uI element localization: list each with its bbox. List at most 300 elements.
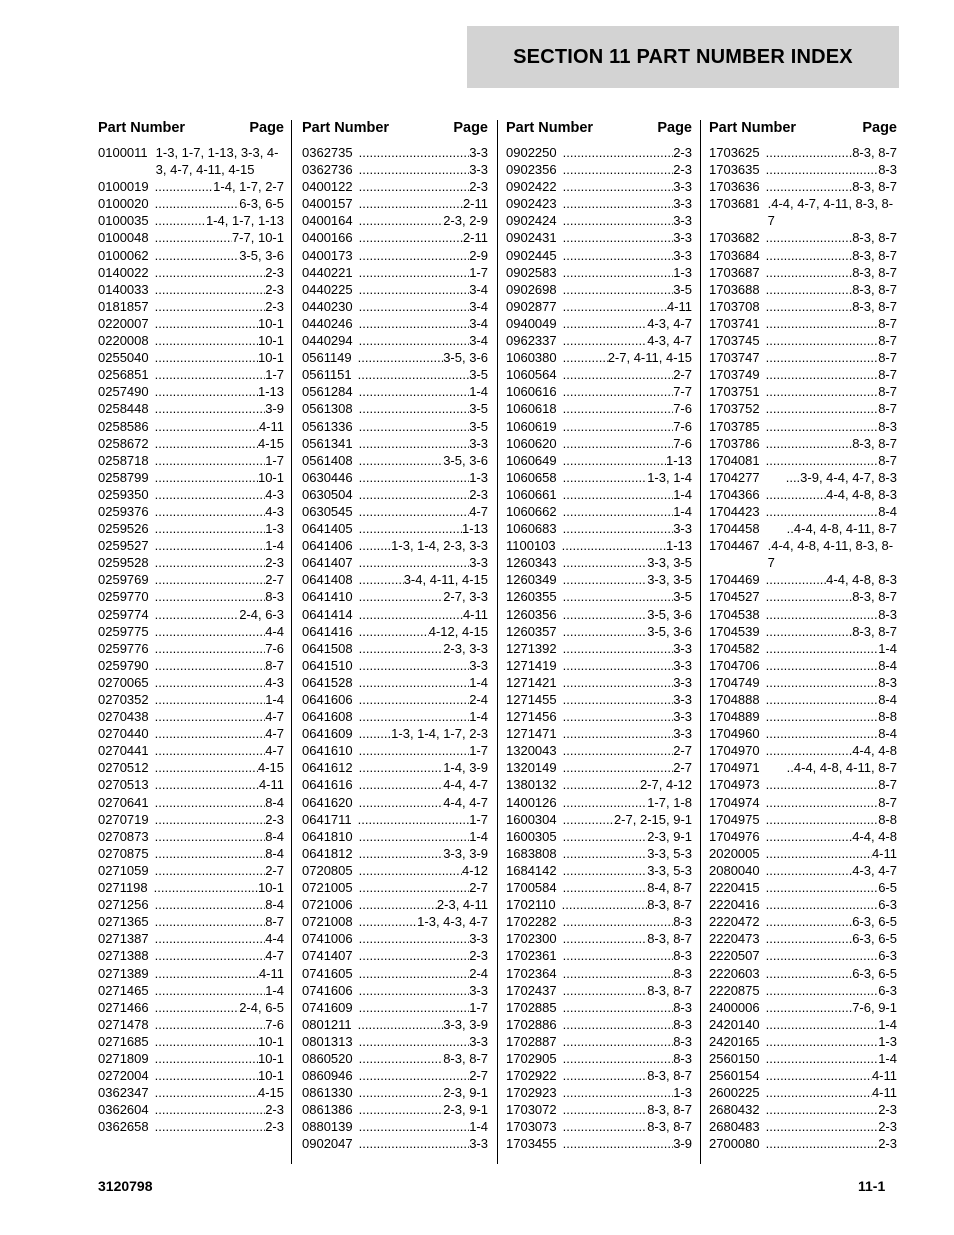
page-refs	[353, 383, 488, 400]
page-refs-text: 8-3, 8-7	[647, 897, 692, 913]
dot-leader	[155, 640, 266, 657]
page-refs	[353, 965, 488, 982]
page-refs-text: 2-3, 4-11	[436, 897, 488, 913]
page-refs-text: 8-4	[265, 828, 284, 844]
part-number: 0902356	[506, 162, 557, 178]
page-refs	[149, 264, 284, 281]
part-number: 0861386	[302, 1102, 353, 1118]
page-refs	[557, 298, 692, 315]
page-refs	[557, 281, 692, 298]
page-refs	[557, 469, 692, 486]
index-entry	[709, 759, 897, 776]
page-refs-text: 3-3	[469, 982, 488, 998]
dot-leader	[155, 862, 266, 879]
page-refs-text: 6-3, 6-5	[852, 965, 897, 981]
index-entry	[302, 161, 488, 178]
page-refs-text: 8-3, 8-7	[852, 247, 897, 263]
part-number: 0271478	[98, 1016, 149, 1032]
page-refs-text: 2-3	[265, 1119, 284, 1135]
dot-leader	[155, 435, 258, 452]
part-number: 0880139	[302, 1119, 353, 1135]
index-entry	[302, 982, 488, 999]
dot-leader	[155, 691, 266, 708]
part-number: 0741606	[302, 982, 353, 998]
part-number: 0259527	[98, 538, 149, 554]
page-refs	[557, 1033, 692, 1050]
dot-leader	[359, 418, 470, 435]
page-refs-text: 4-4, 4-7	[443, 794, 488, 810]
page-refs	[760, 742, 897, 759]
page-refs-text: 2-11	[462, 230, 488, 246]
page-refs	[557, 1084, 692, 1101]
page-refs	[557, 879, 692, 896]
page-refs	[149, 400, 284, 417]
page-refs-text: 1-4, 1-7, 2-7	[213, 179, 284, 195]
index-entry	[98, 520, 284, 537]
part-number: 1683808	[506, 845, 557, 861]
page-refs-text: 1-3	[469, 469, 488, 485]
index-entry	[709, 1067, 897, 1084]
dot-leader	[766, 1033, 879, 1050]
index-entry	[98, 469, 284, 486]
index-entry	[709, 640, 897, 657]
dot-leader	[563, 1135, 674, 1152]
page-refs-text: 8-3	[878, 418, 897, 434]
part-number: 0272004	[98, 1068, 149, 1084]
part-number-heading: Part Number	[709, 120, 797, 136]
index-entry	[98, 606, 284, 623]
column-header	[302, 120, 488, 144]
dot-leader	[155, 212, 206, 229]
page-refs	[760, 366, 897, 383]
dot-leader	[154, 879, 258, 896]
page-refs-text: 2-4	[469, 692, 488, 707]
page-refs	[353, 486, 488, 503]
page-refs	[557, 144, 692, 161]
part-number: 1704469	[709, 572, 760, 588]
page-refs	[149, 383, 284, 400]
part-number: 1703625	[709, 145, 760, 160]
index-column-4	[709, 120, 897, 1153]
page-refs-text: 1-4	[878, 1016, 897, 1032]
index-entry	[302, 229, 488, 246]
part-number: 1703741	[709, 315, 760, 331]
part-number: 0258718	[98, 452, 149, 468]
part-number: 0630504	[302, 486, 353, 502]
page-refs	[760, 1016, 897, 1033]
page-refs	[149, 418, 284, 435]
page-refs	[353, 640, 488, 657]
page-refs	[149, 1016, 284, 1033]
part-number: 0270875	[98, 845, 149, 861]
dot-leader	[359, 845, 444, 862]
index-entry	[506, 281, 692, 298]
index-entry	[506, 691, 692, 708]
index-entry	[506, 776, 692, 793]
part-number: 0861330	[302, 1085, 353, 1101]
page-refs-text: 1-3, 1-7, 1-13, 3-3, 4-3, 4-7, 4-11, 4-15	[155, 145, 279, 178]
page-refs	[557, 913, 692, 930]
dot-leader	[359, 537, 392, 554]
page-refs	[557, 1050, 692, 1067]
page-refs	[760, 195, 897, 229]
part-number: 0721006	[302, 897, 353, 913]
dot-leader	[359, 571, 404, 588]
index-entry	[506, 298, 692, 315]
page-refs	[760, 759, 897, 776]
index-entry	[506, 366, 692, 383]
index-entry	[98, 691, 284, 708]
index-entry	[709, 623, 897, 640]
page-refs	[149, 349, 284, 366]
page-refs-text: 1-4	[469, 709, 488, 725]
index-entry	[98, 400, 284, 417]
page-refs-text: 3-3	[469, 1033, 488, 1049]
dot-leader	[563, 332, 648, 349]
dot-leader	[155, 930, 266, 947]
index-entry	[302, 264, 488, 281]
index-entry	[506, 178, 692, 195]
page-refs	[557, 965, 692, 982]
index-entry	[709, 366, 897, 383]
part-number: 1704971	[709, 760, 760, 776]
page-refs-text: 8-7	[878, 384, 897, 400]
page-refs-text: 1-7	[265, 452, 284, 468]
page-refs-text: 3-4	[469, 333, 488, 349]
page-refs-text: 8-3, 8-7	[852, 435, 897, 451]
index-entry	[302, 469, 488, 486]
part-number: 2220415	[709, 880, 760, 896]
index-entry	[506, 435, 692, 452]
page-refs-text: 1-4, 3-9	[443, 760, 488, 776]
page-refs-text: 1-13	[665, 452, 692, 468]
index-entry	[98, 229, 284, 246]
index-entry	[506, 1050, 692, 1067]
part-number: 1060564	[506, 367, 557, 383]
page-refs	[760, 144, 897, 161]
page-refs	[353, 281, 488, 298]
index-entry	[98, 1033, 284, 1050]
index-entry	[302, 315, 488, 332]
dot-leader	[563, 776, 640, 793]
dot-leader	[766, 1016, 879, 1033]
page-refs	[557, 195, 692, 212]
page-refs-text: 3-3	[673, 521, 692, 537]
page-refs	[760, 1033, 897, 1050]
page-refs	[149, 913, 284, 930]
part-number: 1320043	[506, 743, 557, 759]
index-entry	[302, 794, 488, 811]
page-refs	[557, 759, 692, 776]
index-entry	[98, 588, 284, 605]
page-refs-text: 8-3	[673, 965, 692, 981]
index-entry	[98, 708, 284, 725]
dot-leader	[155, 298, 266, 315]
index-entry	[709, 161, 897, 178]
page-refs-text: 7-6	[265, 640, 284, 656]
page-refs	[557, 247, 692, 264]
part-number: 0860520	[302, 1050, 353, 1066]
dot-leader	[563, 913, 674, 930]
page-refs	[353, 1118, 488, 1135]
page-refs-text: 2-7	[673, 760, 692, 776]
dot-leader	[563, 469, 648, 486]
index-entry	[98, 144, 284, 178]
dot-leader	[359, 315, 470, 332]
dot-leader	[359, 1101, 444, 1118]
part-number: 2560150	[709, 1050, 760, 1066]
index-column-1	[98, 120, 284, 1135]
page-refs	[352, 811, 488, 828]
page-refs-text: 2-7	[673, 743, 692, 759]
page-refs	[353, 400, 488, 417]
index-entry	[98, 366, 284, 383]
part-number: 1702300	[506, 931, 557, 947]
index-entry	[302, 674, 488, 691]
part-number: 0257490	[98, 384, 149, 400]
part-number: 0271059	[98, 862, 149, 878]
page-refs-text: 3-5, 3-6	[647, 623, 692, 639]
dot-leader	[359, 725, 392, 742]
part-number: 0641416	[302, 623, 353, 639]
dot-leader	[155, 1084, 258, 1101]
part-number: 1703635	[709, 162, 760, 178]
dot-leader	[766, 315, 879, 332]
part-number: 1703786	[709, 435, 760, 451]
part-number: 0362735	[302, 145, 353, 160]
page-refs	[760, 435, 897, 452]
page-refs-text: ..4-4, 4-8, 4-11, 8-7	[786, 760, 897, 776]
index-entry	[98, 657, 284, 674]
page-refs-text: 1-7	[469, 264, 488, 280]
dot-leader	[766, 383, 879, 400]
dot-leader	[766, 913, 853, 930]
part-number: 0400173	[302, 247, 353, 263]
page-refs-text: 8-7	[878, 350, 897, 366]
dot-leader	[359, 452, 444, 469]
dot-leader	[766, 999, 853, 1016]
index-entry	[302, 896, 488, 913]
page-refs-text: 1-7	[469, 999, 488, 1015]
page-refs	[353, 1050, 488, 1067]
index-entry	[506, 503, 692, 520]
page-refs-text: 4-4	[265, 931, 284, 947]
page-refs	[149, 452, 284, 469]
page-refs-text: 3-4	[469, 315, 488, 331]
page-refs-text: 4-4, 4-8, 8-3	[826, 572, 897, 588]
dot-leader	[563, 281, 674, 298]
page-refs	[149, 298, 284, 315]
part-number: 0902877	[506, 298, 557, 314]
index-entry	[302, 1084, 488, 1101]
index-entry	[709, 229, 897, 246]
page-refs	[149, 435, 284, 452]
page-refs-text: 10-1	[257, 469, 284, 485]
part-number: 0902583	[506, 264, 557, 280]
page-refs-text: 3-3	[673, 179, 692, 195]
index-entry	[709, 708, 897, 725]
page-refs	[557, 930, 692, 947]
dot-leader	[155, 315, 258, 332]
index-entry	[98, 1050, 284, 1067]
page-refs	[148, 144, 284, 178]
page-refs	[149, 503, 284, 520]
part-number: 1260349	[506, 572, 557, 588]
page-refs-text: 8-3, 8-7	[852, 179, 897, 195]
index-entry	[506, 161, 692, 178]
index-entry	[98, 1084, 284, 1101]
part-number: 0140033	[98, 281, 149, 297]
part-number: 1703687	[709, 264, 760, 280]
index-entry	[98, 537, 284, 554]
index-entry	[709, 742, 897, 759]
dot-leader	[359, 828, 470, 845]
page-refs-text: 4-7	[265, 743, 284, 759]
dot-leader	[155, 776, 259, 793]
part-number: 0630545	[302, 503, 353, 519]
page-refs-text: 2-7	[265, 862, 284, 878]
index-entry	[709, 178, 897, 195]
dot-leader	[766, 178, 853, 195]
page-refs-text: 2-7	[469, 880, 488, 896]
dot-leader	[155, 742, 266, 759]
page-refs	[557, 691, 692, 708]
dot-leader	[155, 657, 266, 674]
page-refs-text: 4-11	[871, 1068, 897, 1084]
page-refs-text: 8-4	[878, 726, 897, 742]
dot-leader	[155, 1016, 266, 1033]
page-refs-text: 1-3, 4-3, 4-7	[417, 914, 488, 930]
dot-leader	[563, 623, 648, 640]
page-refs-text: 6-3	[878, 897, 897, 913]
part-number: 0271466	[98, 999, 149, 1015]
index-entry	[506, 315, 692, 332]
page-refs-text: 4-11	[258, 965, 284, 981]
page-refs	[353, 435, 488, 452]
page-refs-text: 3-5	[469, 418, 488, 434]
page-refs	[149, 281, 284, 298]
dot-leader	[563, 503, 674, 520]
part-number: 0271389	[98, 965, 149, 981]
dot-leader	[358, 366, 470, 383]
page-refs-text: 6-3, 6-5	[239, 196, 284, 212]
index-entry	[506, 537, 692, 554]
page-refs	[353, 930, 488, 947]
index-entry	[709, 571, 897, 588]
page-heading: Page	[657, 120, 692, 136]
page-refs	[149, 965, 284, 982]
page-refs	[760, 965, 897, 982]
page-refs-text: 3-5	[469, 401, 488, 417]
page-refs-text: 2-3, 9-1	[443, 1085, 488, 1101]
part-number: 1704366	[709, 486, 760, 502]
dot-leader	[359, 879, 470, 896]
part-number: 0741407	[302, 948, 353, 964]
index-entry	[98, 965, 284, 982]
page-refs	[149, 811, 284, 828]
page-refs	[557, 229, 692, 246]
index-entry	[709, 1118, 897, 1135]
index-entry	[302, 1118, 488, 1135]
dot-leader	[563, 1101, 648, 1118]
part-number: 0270873	[98, 828, 149, 844]
part-number: 0440246	[302, 315, 353, 331]
dot-leader	[563, 862, 648, 879]
part-number: 0271365	[98, 914, 149, 930]
part-number: 0400166	[302, 230, 353, 246]
part-number: 2020005	[709, 845, 760, 861]
part-number: 0641610	[302, 743, 353, 759]
part-number: 1703752	[709, 401, 760, 417]
dot-leader	[766, 896, 879, 913]
page-refs-text: 3-5, 3-6	[647, 606, 692, 622]
page-refs-text: 8-3, 8-7	[852, 589, 897, 605]
index-entry	[709, 999, 897, 1016]
part-number: 0741605	[302, 965, 353, 981]
dot-leader	[563, 315, 648, 332]
page-refs	[557, 349, 692, 366]
page-refs	[149, 896, 284, 913]
index-entry	[302, 588, 488, 605]
page-refs	[760, 794, 897, 811]
page-refs	[557, 1101, 692, 1118]
part-number: 1703749	[709, 367, 760, 383]
part-number: 1702361	[506, 948, 557, 964]
part-number: 1704538	[709, 606, 760, 622]
dot-leader	[359, 1067, 470, 1084]
page-refs	[557, 383, 692, 400]
part-number: 0641812	[302, 845, 353, 861]
page-refs-text: 3-3	[673, 213, 692, 229]
page-refs-text: 1-4	[265, 692, 284, 707]
dot-leader	[359, 1050, 444, 1067]
part-number: 1704467	[709, 538, 760, 554]
page-refs	[353, 503, 488, 520]
page-refs	[760, 930, 897, 947]
page-refs-text: 8-4	[265, 897, 284, 913]
dot-leader	[359, 708, 470, 725]
page-refs-text: 4-3	[265, 486, 284, 502]
dot-leader	[766, 1084, 872, 1101]
page-refs-text: 3-3	[673, 247, 692, 263]
index-entry	[506, 828, 692, 845]
dot-leader	[766, 161, 879, 178]
page-refs-text: 1-4	[265, 538, 284, 554]
page-refs-text: 1-3, 1-4, 2-3, 3-3	[391, 538, 488, 554]
page-refs	[557, 452, 692, 469]
page-refs	[149, 725, 284, 742]
index-entry	[302, 623, 488, 640]
index-entry	[709, 281, 897, 298]
part-number: 1060649	[506, 452, 557, 468]
part-number: 1271456	[506, 709, 557, 725]
page-refs	[557, 657, 692, 674]
part-number: 0641406	[302, 538, 353, 554]
part-number: 0270513	[98, 777, 149, 793]
part-number: 0270065	[98, 674, 149, 690]
page-refs	[353, 794, 488, 811]
part-number: 0561336	[302, 418, 353, 434]
page-refs	[149, 691, 284, 708]
index-entry	[98, 811, 284, 828]
part-number: 0561284	[302, 384, 353, 400]
part-number: 0362604	[98, 1102, 149, 1118]
page-refs	[353, 1067, 488, 1084]
index-entry	[709, 264, 897, 281]
page-heading: Page	[453, 120, 488, 136]
index-entry	[709, 965, 897, 982]
part-number: 1260355	[506, 589, 557, 605]
